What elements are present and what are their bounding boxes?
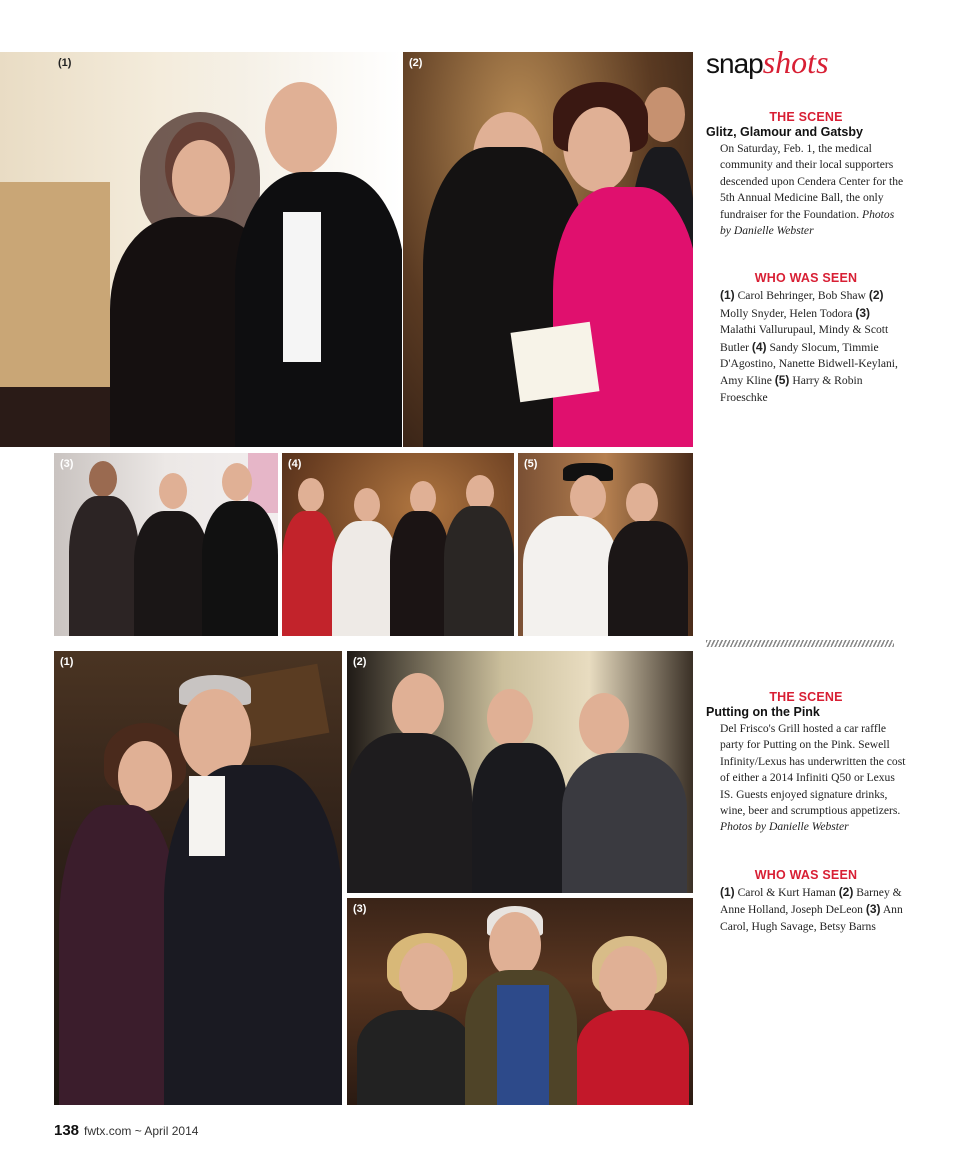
page-folio [54, 1122, 198, 1139]
photo-7-barney-anne-joseph [347, 651, 693, 893]
section-logo [706, 44, 829, 81]
photo-label: (1) [58, 57, 72, 69]
scene-kicker: THE SCENE [769, 690, 843, 704]
photo-label: (3) [60, 458, 74, 470]
photo-label: (1) [60, 656, 74, 668]
logo-shots: shots [762, 44, 829, 80]
section-divider [706, 640, 894, 647]
photo-credit: Photos by Danielle Webster [720, 820, 849, 834]
photo-label: (5) [524, 458, 538, 470]
scene-headline: Glitz, Glamour and Gatsby [706, 125, 863, 139]
photo-1-carol-bob [0, 52, 402, 447]
photo-label: (3) [353, 903, 367, 915]
seen-list: (1) Carol Behringer, Bob Shaw (2) Molly Snyder, Helen Todora (3) Malathi Vallurupaul, Mindy & Scott Butler (4) Sandy Slocum, Timmie D'Agostino, Nanette Bidwell-Keylani, Amy Kline (5) Harry & Robin Froeschke [720, 288, 898, 404]
photo-5-harry-robin [518, 453, 693, 636]
photo-credit: Photos by Danielle Webster [720, 207, 895, 238]
scene-body: On Saturday, Feb. 1, the medical community and their local supporters descended upon Cendera Center for the 5th Annual Medicine Ball, the only fundraiser for the Foundation. Photos by Danielle Webster [720, 142, 904, 238]
photo-label: (2) [353, 656, 367, 668]
scene-body: Del Frisco's Grill hosted a car raffle party for Putting on the Pink. Sewell Infinity/Lexus has underwritten the cost of either a 2014 Infiniti Q50 or Lexus IS. Guests enjoyed signature drinks, wine, beer and scrumptious appetizers. Photos by Danielle Webster [720, 722, 906, 834]
section1-text [706, 110, 906, 406]
photo-3-malathi-mindy-scott [54, 453, 278, 636]
seen-kicker: WHO WAS SEEN [754, 867, 858, 882]
section2-text [706, 690, 906, 935]
photo-6-carol-kurt [54, 651, 342, 1105]
seen-kicker: WHO WAS SEEN [754, 271, 858, 286]
scene-headline: Putting on the Pink [706, 705, 820, 719]
photo-8-ann-hugh-betsy [347, 898, 693, 1105]
page-number: 138 [54, 1122, 80, 1139]
photo-4-group-of-four [282, 453, 514, 636]
photo-2-molly-helen [403, 52, 693, 447]
seen-list: (1) Carol & Kurt Haman (2) Barney & Anne Holland, Joseph DeLeon (3) Ann Carol, Hugh Savage, Betsy Barns [720, 884, 903, 933]
photo-label: (2) [409, 57, 423, 69]
photo-label: (4) [288, 458, 302, 470]
scene-kicker: THE SCENE [769, 110, 843, 124]
logo-snap: snap [706, 48, 763, 79]
folio-text: fwtx.com ~ April 2014 [84, 1124, 199, 1138]
